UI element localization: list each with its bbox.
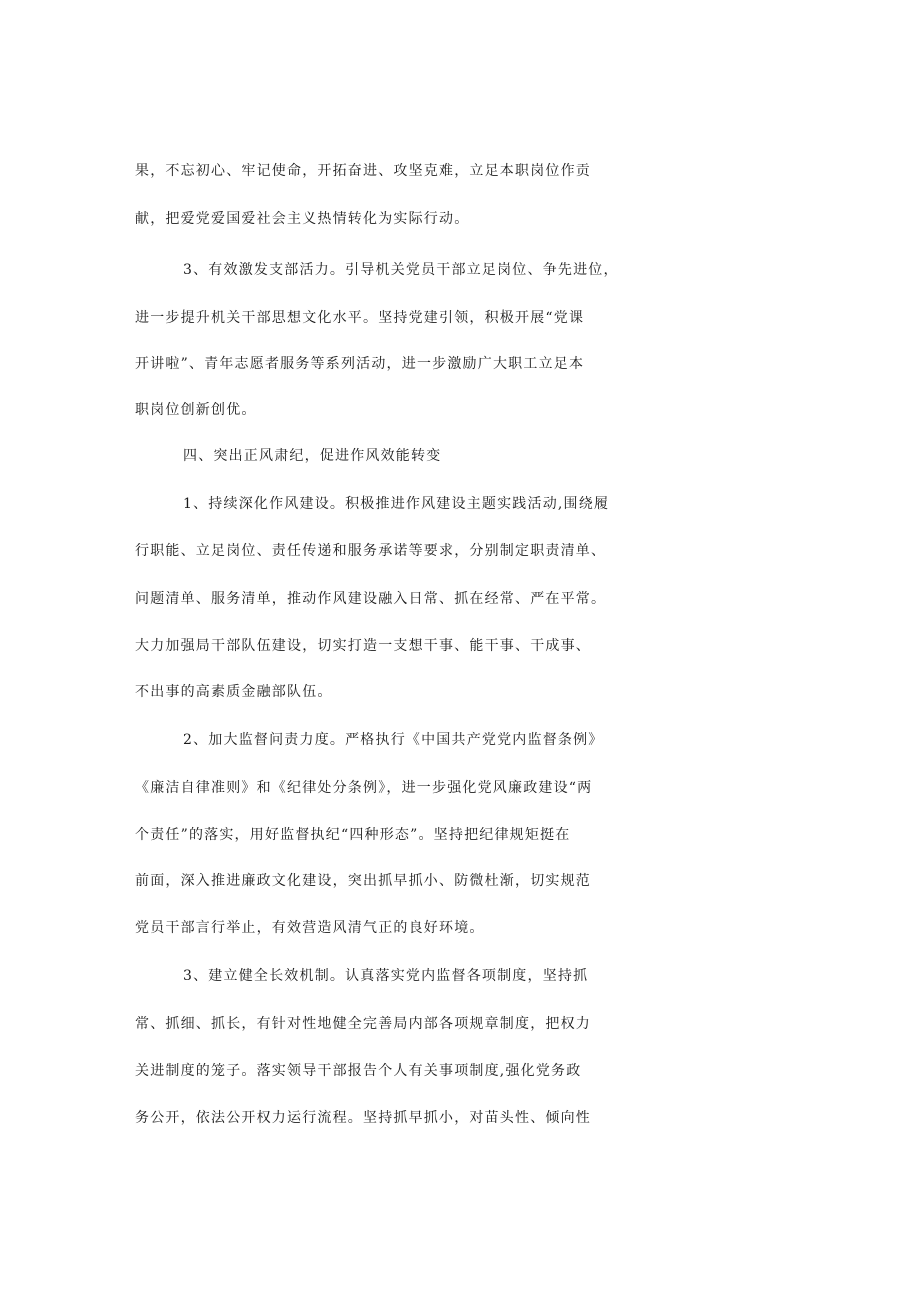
text-line-1: 果，不忘初心、牢记使命，开拓奋进、攻坚克难，立足本职岗位作贡	[135, 163, 591, 179]
text-line-12: 不出事的高素质金融部队伍。	[135, 684, 333, 700]
text-line-14: 《廉洁自律准则》和《纪律处分条例》，进一步强化党风廉政建设“两	[135, 780, 593, 796]
text-line-18: 3、建立健全长效机制。认真落实党内监督各项制度，坚持抓	[183, 968, 589, 984]
text-line-15: 个责任”的落实，用好监督执纪“四种形态”。坚持把纪律规矩挺在	[135, 827, 571, 843]
text-line-17: 党员干部言行举止，有效营造风清气正的良好环境。	[135, 920, 485, 936]
text-line-20: 关进制度的笼子。落实领导干部报告个人有关事项制度,强化党务政	[135, 1063, 582, 1079]
text-line-8: 1、持续深化作风建设。积极推进作风建设主题实践活动,围绕履	[183, 496, 610, 512]
text-line-4: 进一步提升机关干部思想文化水平。坚持党建引领，积极开展“党课	[135, 310, 585, 326]
text-line-13: 2、加大监督问责力度。严格执行《中国共产党党内监督条例》	[183, 732, 604, 748]
text-line-11: 大力加强局干部队伍建设，切实打造一支想干事、能干事、干成事、	[135, 638, 591, 654]
text-line-2: 献，把爱党爱国爱社会主义热情转化为实际行动。	[135, 211, 470, 227]
text-line-5: 开讲啦”、青年志愿者服务等系列活动，进一步激励广大职工立足本	[135, 356, 585, 372]
text-line-16: 前面，深入推进廉政文化建设，突出抓早抓小、防微杜渐，切实规范	[135, 873, 591, 889]
text-line-3: 3、有效激发支部活力。引导机关党员干部立足岗位、争先进位，	[183, 262, 619, 278]
text-line-21: 务公开，依法公开权力运行流程。坚持抓早抓小，对苗头性、倾向性	[135, 1110, 591, 1126]
text-line-19: 常、抓细、抓长，有针对性地健全完善局内部各项规章制度，把权力	[135, 1016, 591, 1032]
text-line-10: 问题清单、服务清单，推动作风建设融入日常、抓在经常、严在平常。	[135, 591, 607, 607]
text-line-9: 行职能、立足岗位、责任传递和服务承诺等要求，分别制定职责清单、	[135, 543, 607, 559]
text-line-6: 职岗位创新创优。	[135, 402, 257, 418]
section-heading: 四、突出正风肃纪，促进作风效能转变	[183, 448, 442, 464]
